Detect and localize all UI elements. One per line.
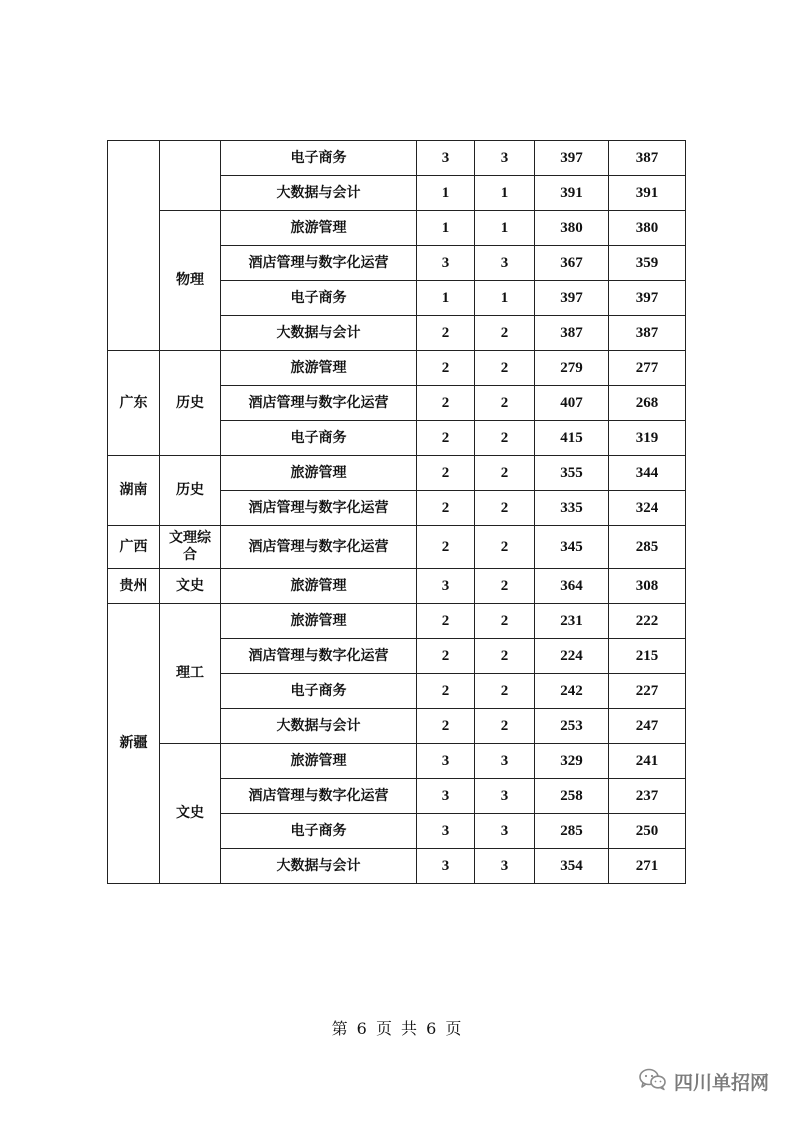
admit-count-cell: 2 — [475, 386, 535, 421]
major-cell: 旅游管理 — [221, 569, 417, 604]
table-row — [108, 456, 686, 491]
max-score-cell: 285 — [535, 814, 609, 849]
major-cell: 旅游管理 — [221, 351, 417, 386]
major-cell: 酒店管理与数字化运营 — [221, 491, 417, 526]
plan-count-cell: 3 — [417, 569, 475, 604]
plan-count-cell: 2 — [417, 526, 475, 569]
min-score-cell: 387 — [609, 316, 686, 351]
major-cell: 大数据与会计 — [221, 176, 417, 211]
max-score-cell: 355 — [535, 456, 609, 491]
plan-count-cell: 2 — [417, 351, 475, 386]
admit-count-cell: 2 — [475, 421, 535, 456]
max-score-cell: 335 — [535, 491, 609, 526]
plan-count-cell: 3 — [417, 246, 475, 281]
major-cell: 大数据与会计 — [221, 316, 417, 351]
admission-score-table — [107, 140, 686, 884]
plan-count-cell: 2 — [417, 386, 475, 421]
admit-count-cell: 1 — [475, 211, 535, 246]
major-cell: 酒店管理与数字化运营 — [221, 246, 417, 281]
max-score-cell: 364 — [535, 569, 609, 604]
min-score-cell: 277 — [609, 351, 686, 386]
min-score-cell: 237 — [609, 779, 686, 814]
admit-count-cell: 2 — [475, 569, 535, 604]
max-score-cell: 224 — [535, 639, 609, 674]
plan-count-cell: 2 — [417, 316, 475, 351]
major-cell: 酒店管理与数字化运营 — [221, 386, 417, 421]
province-cell: 新疆 — [108, 604, 160, 884]
max-score-cell: 387 — [535, 316, 609, 351]
min-score-cell: 222 — [609, 604, 686, 639]
max-score-cell: 391 — [535, 176, 609, 211]
max-score-cell: 380 — [535, 211, 609, 246]
table-row — [108, 744, 686, 779]
admit-count-cell: 3 — [475, 849, 535, 884]
major-cell: 电子商务 — [221, 421, 417, 456]
min-score-cell: 380 — [609, 211, 686, 246]
min-score-cell: 227 — [609, 674, 686, 709]
plan-count-cell: 3 — [417, 744, 475, 779]
province-cell — [108, 141, 160, 351]
page-number: 第 6 页 共 6 页 — [331, 1019, 462, 1038]
category-cell: 文史 — [160, 569, 221, 604]
major-cell: 酒店管理与数字化运营 — [221, 779, 417, 814]
plan-count-cell: 3 — [417, 814, 475, 849]
max-score-cell: 242 — [535, 674, 609, 709]
min-score-cell: 268 — [609, 386, 686, 421]
watermark — [638, 1066, 769, 1096]
plan-count-cell: 2 — [417, 491, 475, 526]
admit-count-cell: 2 — [475, 526, 535, 569]
plan-count-cell: 1 — [417, 211, 475, 246]
wechat-icon — [638, 1067, 668, 1095]
max-score-cell: 279 — [535, 351, 609, 386]
plan-count-cell: 1 — [417, 176, 475, 211]
admit-count-cell: 2 — [475, 351, 535, 386]
plan-count-cell: 2 — [417, 639, 475, 674]
admit-count-cell: 2 — [475, 639, 535, 674]
category-cell: 历史 — [160, 351, 221, 456]
min-score-cell: 387 — [609, 141, 686, 176]
max-score-cell: 397 — [535, 141, 609, 176]
major-cell: 电子商务 — [221, 814, 417, 849]
major-cell: 电子商务 — [221, 674, 417, 709]
admit-count-cell: 2 — [475, 491, 535, 526]
major-cell: 旅游管理 — [221, 211, 417, 246]
admit-count-cell: 3 — [475, 246, 535, 281]
province-cell: 广西 — [108, 526, 160, 569]
plan-count-cell: 3 — [417, 849, 475, 884]
admit-count-cell: 3 — [475, 779, 535, 814]
major-cell: 酒店管理与数字化运营 — [221, 526, 417, 569]
major-cell: 电子商务 — [221, 281, 417, 316]
min-score-cell: 271 — [609, 849, 686, 884]
watermark-text: 四川单招网 — [674, 1071, 770, 1094]
major-cell: 旅游管理 — [221, 744, 417, 779]
max-score-cell: 367 — [535, 246, 609, 281]
max-score-cell: 415 — [535, 421, 609, 456]
min-score-cell: 319 — [609, 421, 686, 456]
table-row — [108, 211, 686, 246]
category-cell: 理工 — [160, 604, 221, 744]
category-cell — [160, 141, 221, 211]
province-cell: 广东 — [108, 351, 160, 456]
min-score-cell: 247 — [609, 709, 686, 744]
admit-count-cell: 1 — [475, 176, 535, 211]
max-score-cell: 345 — [535, 526, 609, 569]
max-score-cell: 253 — [535, 709, 609, 744]
table-row — [108, 569, 686, 604]
max-score-cell: 258 — [535, 779, 609, 814]
plan-count-cell: 2 — [417, 674, 475, 709]
admit-count-cell: 2 — [475, 674, 535, 709]
major-cell: 电子商务 — [221, 141, 417, 176]
max-score-cell: 407 — [535, 386, 609, 421]
category-cell: 历史 — [160, 456, 221, 526]
max-score-cell: 329 — [535, 744, 609, 779]
table-row — [108, 141, 686, 176]
province-cell: 贵州 — [108, 569, 160, 604]
table-row — [108, 526, 686, 569]
table-row — [108, 351, 686, 386]
min-score-cell: 285 — [609, 526, 686, 569]
table-row — [108, 604, 686, 639]
category-cell: 文史 — [160, 744, 221, 884]
max-score-cell: 397 — [535, 281, 609, 316]
plan-count-cell: 2 — [417, 604, 475, 639]
plan-count-cell: 3 — [417, 779, 475, 814]
max-score-cell: 231 — [535, 604, 609, 639]
plan-count-cell: 2 — [417, 421, 475, 456]
major-cell: 旅游管理 — [221, 456, 417, 491]
min-score-cell: 324 — [609, 491, 686, 526]
plan-count-cell: 2 — [417, 456, 475, 491]
min-score-cell: 391 — [609, 176, 686, 211]
major-cell: 酒店管理与数字化运营 — [221, 639, 417, 674]
min-score-cell: 308 — [609, 569, 686, 604]
min-score-cell: 359 — [609, 246, 686, 281]
min-score-cell: 397 — [609, 281, 686, 316]
plan-count-cell: 3 — [417, 141, 475, 176]
min-score-cell: 344 — [609, 456, 686, 491]
admit-count-cell: 2 — [475, 604, 535, 639]
major-cell: 旅游管理 — [221, 604, 417, 639]
major-cell: 大数据与会计 — [221, 849, 417, 884]
max-score-cell: 354 — [535, 849, 609, 884]
admit-count-cell: 1 — [475, 281, 535, 316]
province-cell: 湖南 — [108, 456, 160, 526]
admit-count-cell: 2 — [475, 456, 535, 491]
category-cell: 文理综合 — [160, 526, 221, 569]
min-score-cell: 241 — [609, 744, 686, 779]
admit-count-cell: 2 — [475, 316, 535, 351]
admit-count-cell: 2 — [475, 709, 535, 744]
plan-count-cell: 2 — [417, 709, 475, 744]
min-score-cell: 250 — [609, 814, 686, 849]
admit-count-cell: 3 — [475, 814, 535, 849]
major-cell: 大数据与会计 — [221, 709, 417, 744]
plan-count-cell: 1 — [417, 281, 475, 316]
admit-count-cell: 3 — [475, 744, 535, 779]
admit-count-cell: 3 — [475, 141, 535, 176]
min-score-cell: 215 — [609, 639, 686, 674]
category-cell: 物理 — [160, 211, 221, 351]
